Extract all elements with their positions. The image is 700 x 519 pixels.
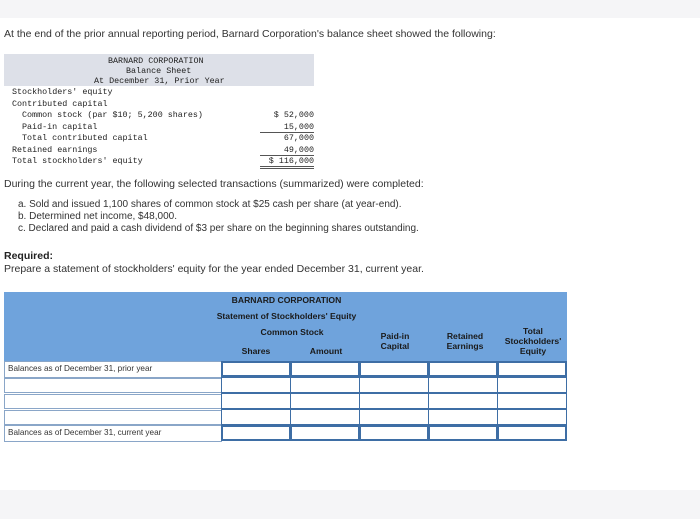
transaction-item: b. Determined net income, $48,000. (18, 211, 177, 222)
shares-cell[interactable] (221, 361, 291, 377)
row-label-input[interactable] (4, 394, 222, 409)
transaction-list (18, 199, 419, 235)
bs-row (4, 122, 320, 134)
transaction-item: a. Sold and issued 1,100 shares of common stock at $25 cash per share (at year-end). (18, 199, 402, 210)
retained-earnings-cell[interactable] (428, 377, 498, 393)
bs-label: Common stock (par $10; 5,200 shares) (22, 110, 203, 120)
bs-row (4, 145, 320, 157)
bs-title-date: At December 31, Prior Year (94, 76, 225, 86)
bs-label: Contributed capital (12, 98, 108, 109)
bs-amount: 15,000 (260, 122, 314, 133)
bs-row (4, 156, 320, 168)
bs-amount: 67,000 (283, 133, 314, 143)
paid-in-capital-cell[interactable] (359, 409, 429, 425)
bs-title-company: BARNARD CORPORATION (108, 56, 204, 66)
bs-row (4, 87, 320, 99)
shares-cell[interactable] (221, 425, 291, 441)
row-label: Balances as of December 31, current year (8, 428, 162, 437)
required-text: Prepare a statement of stockholders' equity for the year ended December 31, current year. (4, 263, 424, 275)
bs-amount: 49,000 (260, 145, 314, 156)
paid-in-capital-cell[interactable] (359, 393, 429, 409)
bs-label: Total contributed capital (22, 133, 148, 143)
bs-row (4, 110, 320, 122)
bs-amount: $ 52,000 (273, 110, 314, 120)
balance-sheet (4, 54, 320, 168)
total-equity-cell[interactable] (497, 377, 567, 393)
balance-sheet-header (4, 54, 314, 86)
retained-earnings-cell[interactable] (428, 409, 498, 425)
amount-cell[interactable] (290, 361, 360, 377)
amount-cell[interactable] (290, 409, 360, 425)
row-label-input[interactable] (4, 410, 222, 425)
header-amount: Amount (309, 346, 343, 356)
required-heading: Required: (4, 250, 54, 262)
during-text: During the current year, the following selected transactions (summarized) were completed: (4, 178, 424, 190)
paid-in-capital-cell[interactable] (359, 425, 429, 441)
total-equity-cell[interactable] (497, 409, 567, 425)
retained-earnings-cell[interactable] (428, 361, 498, 377)
statement-title: Statement of Stockholders' Equity (216, 311, 357, 321)
shares-cell[interactable] (221, 409, 291, 425)
statement-title-company: BARNARD CORPORATION (231, 295, 342, 305)
bs-title-statement: Balance Sheet (126, 66, 192, 76)
total-equity-cell[interactable] (497, 361, 567, 377)
amount-cell[interactable] (290, 393, 360, 409)
header-shares: Shares (241, 346, 271, 356)
row-label: Balances as of December 31, prior year (8, 364, 153, 373)
bs-label: Retained earnings (12, 144, 98, 155)
paid-in-capital-cell[interactable] (359, 377, 429, 393)
row-label-cell (4, 361, 222, 378)
intro-text: At the end of the prior annual reporting period, Barnard Corporation's balance sheet showed the following: (4, 28, 496, 40)
amount-cell[interactable] (290, 425, 360, 441)
bottom-band (0, 490, 700, 519)
header-total-equity: Total Stockholders' Equity (504, 326, 562, 356)
header-paid-in-capital: Paid-in Capital (380, 331, 410, 351)
bs-row (4, 133, 320, 145)
bs-amount: $ 116,000 (260, 156, 314, 169)
amount-cell[interactable] (290, 377, 360, 393)
header-common-stock: Common Stock (260, 327, 324, 337)
shares-cell[interactable] (221, 393, 291, 409)
row-label-input[interactable] (4, 378, 222, 393)
total-equity-cell[interactable] (497, 393, 567, 409)
row-label-cell (4, 425, 222, 442)
bs-label: Paid-in capital (22, 121, 98, 132)
bs-row (4, 99, 320, 111)
bs-label: Total stockholders' equity (12, 156, 143, 166)
retained-earnings-cell[interactable] (428, 425, 498, 441)
paid-in-capital-cell[interactable] (359, 361, 429, 377)
top-band (0, 0, 700, 18)
header-retained-earnings: Retained Earnings (446, 331, 484, 351)
shares-cell[interactable] (221, 377, 291, 393)
retained-earnings-cell[interactable] (428, 393, 498, 409)
transaction-item: c. Declared and paid a cash dividend of $3 per share on the beginning shares outstanding. (18, 223, 419, 234)
total-equity-cell[interactable] (497, 425, 567, 441)
bs-label: Stockholders' equity (12, 87, 113, 97)
